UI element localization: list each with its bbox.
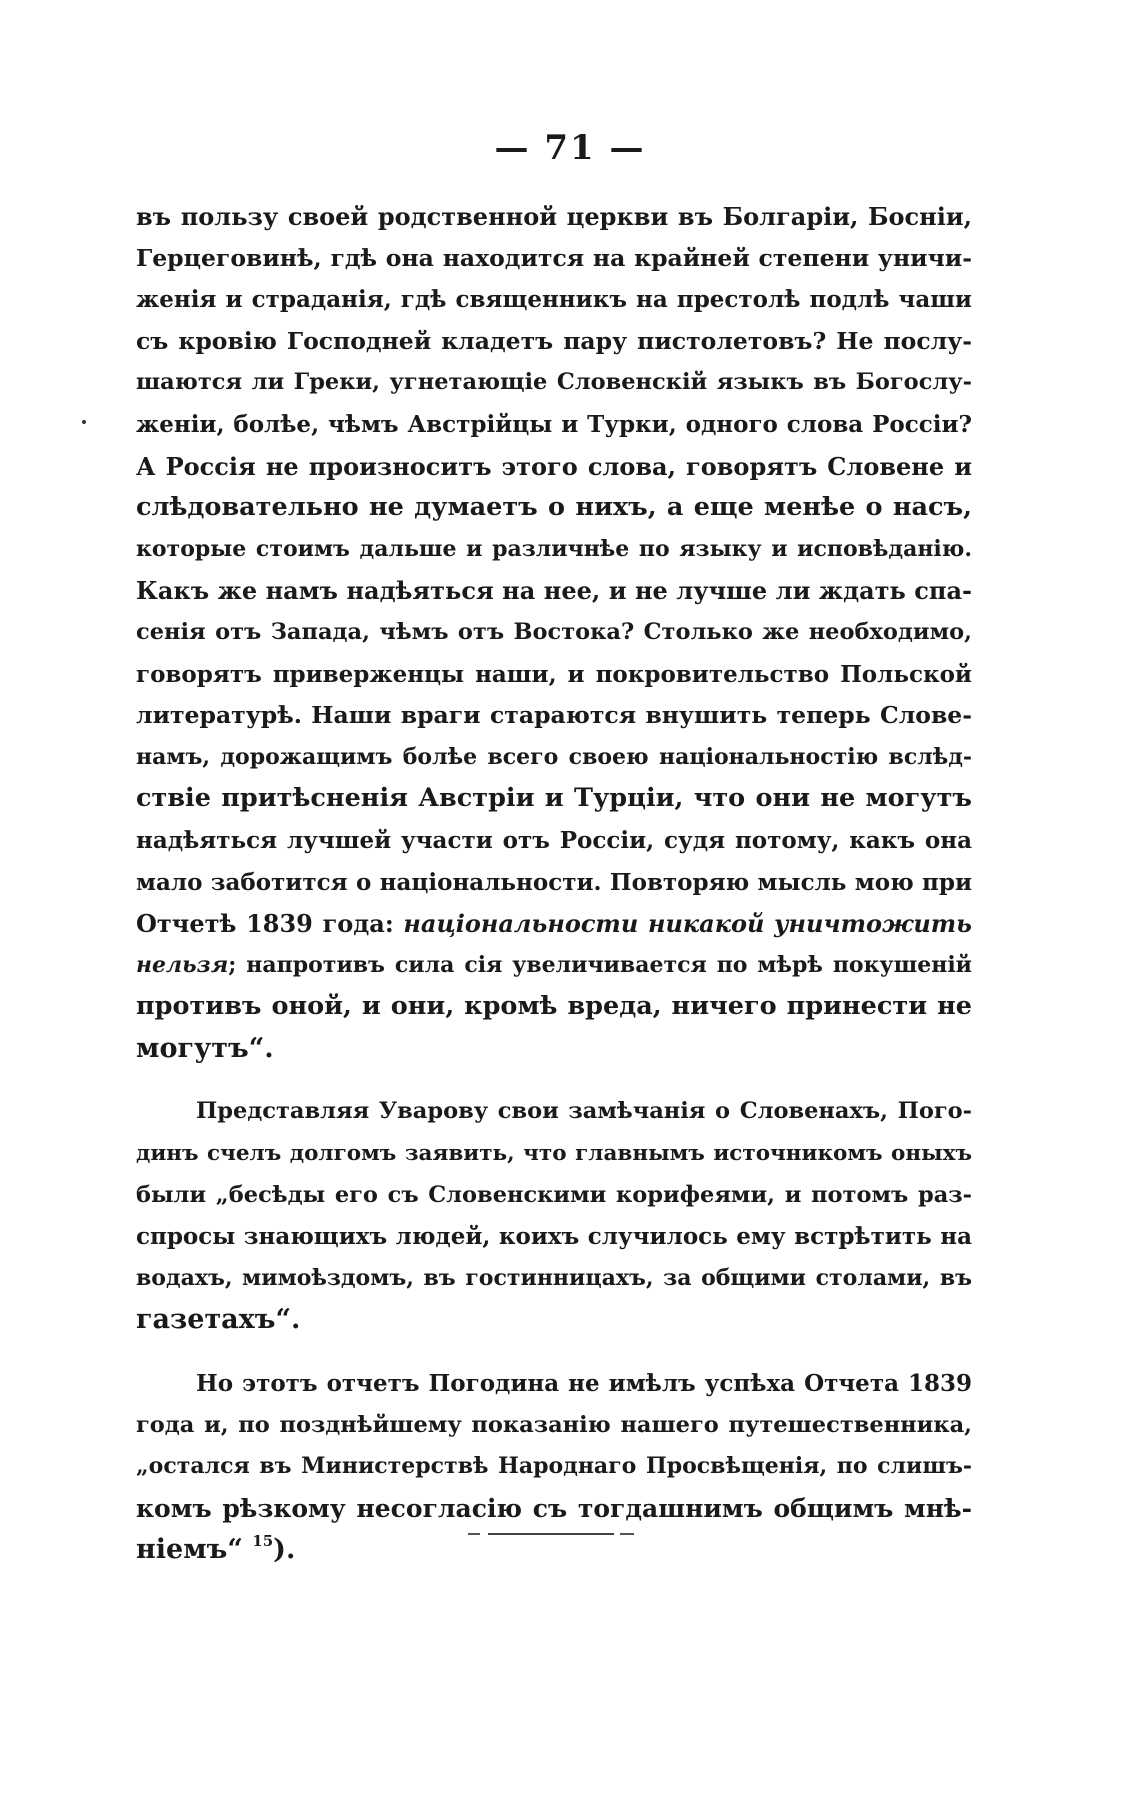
- text-line: Представляя Уварову свои замѣчанія о Словенахъ, Пого-: [196, 1098, 972, 1125]
- text-line: [136, 945, 972, 987]
- paragraph-2: [136, 1091, 972, 1341]
- text-line: ствіе притѣсненія Австріи и Турціи, что они не могутъ: [136, 783, 972, 814]
- text-line: Какъ же намъ надѣяться на нее, и не лучше ли ждать спа-: [136, 576, 972, 606]
- text-run: ; напротивъ сила сія увеличивается по мѣрѣ покушеній: [228, 951, 972, 978]
- paragraph-3: [136, 1363, 972, 1571]
- text-run: Отчетѣ 1839 года:: [136, 909, 404, 939]
- text-line: съ кровію Господней кладетъ пару пистолетовъ? Не послу-: [136, 326, 972, 355]
- text-line: литературѣ. Наши враги стараются внушить теперь Слове-: [136, 701, 972, 730]
- text-line: женіи, болѣе, чѣмъ Австрійцы и Турки, одного слова Россіи?: [136, 410, 972, 438]
- paragraph-gap: [136, 1341, 972, 1363]
- text-line: А Россія не произноситъ этого слова, говорятъ Словене и: [136, 451, 972, 481]
- text-line: динъ счелъ долгомъ заявить, что главнымъ источникомъ оныхъ: [136, 1141, 972, 1167]
- page-number: — 71 —: [494, 128, 646, 168]
- text-line: женія и страданія, гдѣ священникъ на престолѣ подлѣ чаши: [136, 286, 972, 314]
- text-line: которые стоимъ дальше и различнѣе по языку и исповѣданію.: [136, 535, 972, 562]
- footnote-reference: 15: [252, 1532, 274, 1551]
- text-line: мало заботится о національности. Повторяю мысль мою при: [136, 868, 972, 896]
- text-line: противъ оной, и они, кромѣ вреда, ничего принести не: [136, 991, 972, 1022]
- section-end-rule-right: [620, 1533, 634, 1535]
- text-line: говорятъ приверженцы наши, и покровительство Польской: [136, 660, 972, 688]
- text-line: Герцеговинѣ, гдѣ она находится на крайней степени уничи-: [136, 243, 972, 272]
- italic-quote: нельзя: [136, 951, 229, 978]
- text-run: ніемъ“: [136, 1534, 253, 1566]
- text-line: надѣяться лучшей участи отъ Россіи, судя потому, какъ она: [136, 826, 972, 854]
- paragraph-1: [136, 196, 972, 1069]
- body-text: [136, 196, 972, 1571]
- text-line: въ пользу своей родственной церкви въ Болгаріи, Босніи,: [136, 202, 972, 231]
- text-line: газетахъ“.: [136, 1304, 301, 1336]
- section-end-rule: [488, 1533, 614, 1535]
- text-line: года и, по позднѣйшему показанію нашего путешественника,: [136, 1411, 972, 1438]
- text-line: намъ, дорожащимъ болѣе всего своею національностію вслѣд-: [136, 743, 972, 770]
- text-line: Но этотъ отчетъ Погодина не имѣлъ успѣха Отчета 1839: [196, 1370, 972, 1398]
- text-line: [136, 903, 972, 945]
- section-end-rule-left: [468, 1533, 480, 1535]
- text-line: водахъ, мимоѣздомъ, въ гостинницахъ, за общими столами, въ: [136, 1264, 972, 1291]
- text-line: „остался въ Министерствѣ Народнаго Просвѣщенія, по слишъ-: [136, 1453, 972, 1480]
- text-line: [136, 1529, 972, 1571]
- italic-quote: національности никакой уничтожить: [403, 909, 973, 939]
- text-line: шаются ли Греки, угнетающіе Словенскій языкъ въ Богослу-: [136, 369, 972, 396]
- text-run: ).: [273, 1534, 296, 1566]
- text-line: были „бесѣды его съ Словенскими корифеями, и потомъ раз-: [136, 1181, 972, 1208]
- text-line: комъ рѣзкому несогласію съ тогдашнимъ общимъ мнѣ-: [136, 1493, 972, 1523]
- text-line: сенія отъ Запада, чѣмъ отъ Востока? Столько же необходимо,: [136, 618, 972, 645]
- paragraph-gap: [136, 1069, 972, 1091]
- text-line: слѣдовательно не думаетъ о нихъ, а еще менѣе о насъ,: [136, 492, 972, 523]
- text-line: спросы знающихъ людей, коихъ случилось ему встрѣтить на: [136, 1223, 972, 1251]
- margin-speck: [82, 420, 86, 424]
- text-line: могутъ“.: [136, 1032, 274, 1064]
